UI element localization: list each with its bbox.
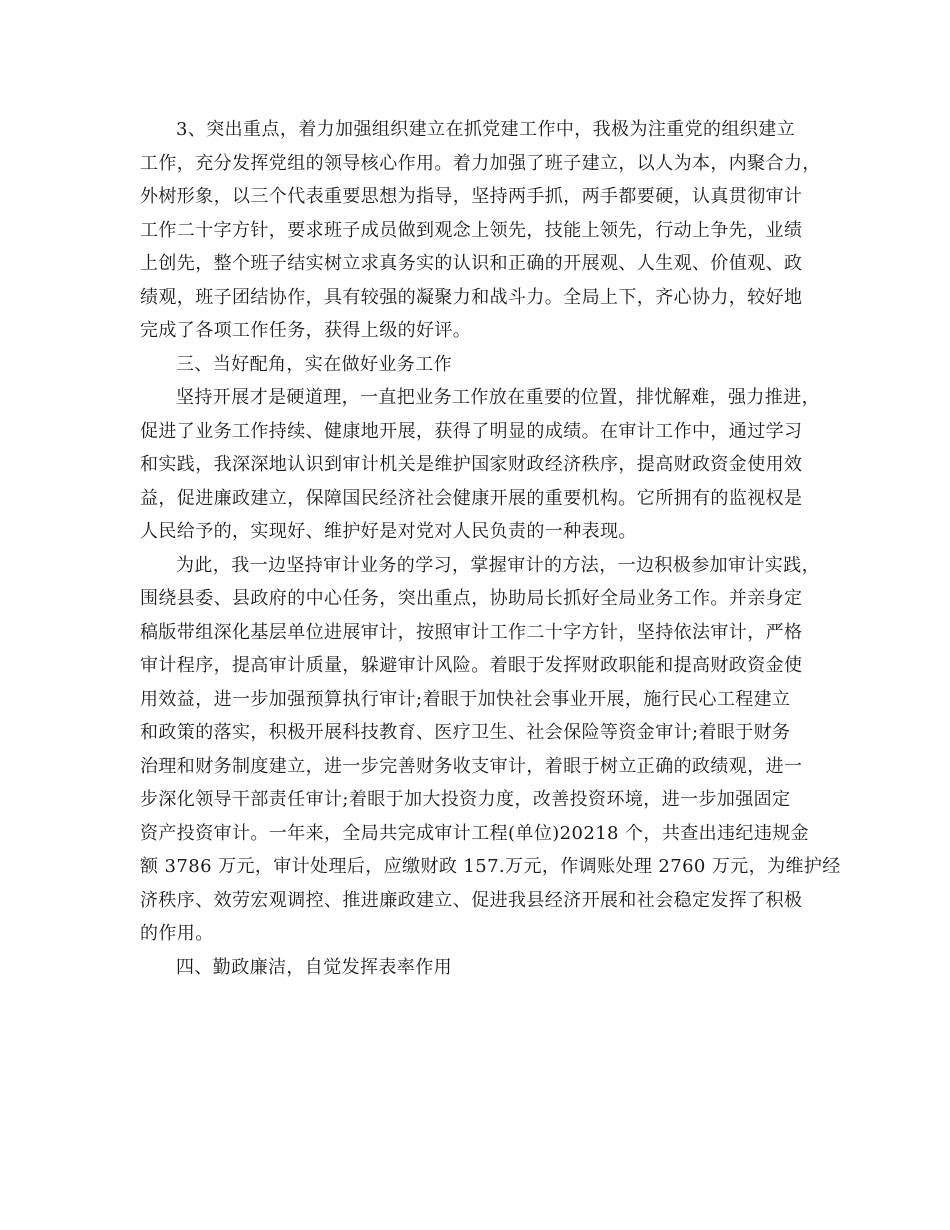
paragraph-line: 治理和财务制度建立，进一步完善财务收支审计，着眼于树立正确的政绩观，进一 bbox=[140, 755, 803, 777]
paragraph-line: 用效益，进一步加强预算执行审计;着眼于加快社会事业开展，施行民心工程建立 bbox=[140, 688, 791, 710]
paragraph-line: 工作，充分发挥党组的领导核心作用。着力加强了班子建立，以人为本，内聚合力， bbox=[140, 152, 821, 174]
paragraph-line: 上创先，整个班子结实树立求真务实的认识和正确的开展观、人生观、价值观、政 bbox=[140, 253, 803, 274]
paragraph-line: 和实践，我深深地认识到审计机关是维护国家财政经济秩序，提高财政资金使用效 bbox=[140, 454, 803, 475]
paragraph-line: 资产投资审计。一年来，全局共完成审计工程(单位)20218 个，共查出违纪违规金 bbox=[140, 822, 810, 844]
paragraph-line: 完成了各项工作任务，获得上级的好评。 bbox=[140, 320, 472, 341]
paragraph-line: 人民给予的，实现好、维护好是对党对人民负责的一种表现。 bbox=[140, 521, 637, 542]
paragraph-line: 额 3786 万元，审计处理后，应缴财政 157.万元，作调账处理 2760 万元，为维护经 bbox=[140, 856, 841, 877]
paragraph-line: 3、突出重点，着力加强组织建立在抓党建工作中，我极为注重党的组织建立 bbox=[176, 119, 796, 140]
paragraph-line: 工作二十字方针，要求班子成员做到观念上领先，技能上领先，行动上争先，业绩 bbox=[140, 219, 803, 241]
paragraph-line: 绩观，班子团结协作，具有较强的凝聚力和战斗力。全局上下，齐心协力，较好地 bbox=[140, 286, 803, 308]
paragraph-line: 促进了业务工作持续、健康地开展，获得了明显的成绩。在审计工作中，通过学习 bbox=[140, 420, 803, 442]
paragraph-line: 的作用。 bbox=[140, 923, 214, 944]
paragraph-line: 和政策的落实，积极开展科技教育、医疗卫生、社会保险等资金审计;着眼于财务 bbox=[140, 722, 791, 743]
section-heading: 四、勤政廉洁，自觉发挥表率作用 bbox=[176, 956, 452, 978]
paragraph-line: 围绕县委、县政府的中心任务，突出重点，协助局长抓好全局业务工作。并亲身定 bbox=[140, 588, 803, 609]
paragraph-line: 审计程序，提高审计质量，躲避审计风险。着眼于发挥财政职能和提高财政资金使 bbox=[140, 655, 803, 676]
section-heading: 三、当好配角，实在做好业务工作 bbox=[176, 353, 452, 375]
paragraph-line: 为此，我一边坚持审计业务的学习，掌握审计的方法，一边积极参加审计实践， bbox=[176, 554, 820, 576]
paragraph-line: 步深化领导干部责任审计;着眼于加大投资力度，改善投资环境，进一步加强固定 bbox=[140, 789, 791, 810]
paragraph-line: 益，促进廉政建立，保障国民经济社会健康开展的重要机构。它所拥有的监视权是 bbox=[140, 487, 803, 509]
paragraph-line: 济秩序、效劳宏观调控、推进廉政建立、促进我县经济开展和社会稳定发挥了积极 bbox=[140, 889, 803, 911]
paragraph-line: 外树形象，以三个代表重要思想为指导，坚持两手抓，两手都要硬，认真贯彻审计 bbox=[140, 186, 803, 207]
document-body bbox=[140, 113, 841, 984]
paragraph-line: 稿版带组深化基层单位进展审计，按照审计工作二十字方针，坚持依法审计，严格 bbox=[140, 621, 803, 643]
paragraph-line: 坚持开展才是硬道理，一直把业务工作放在重要的位置，排忧解难，强力推进， bbox=[176, 387, 820, 408]
